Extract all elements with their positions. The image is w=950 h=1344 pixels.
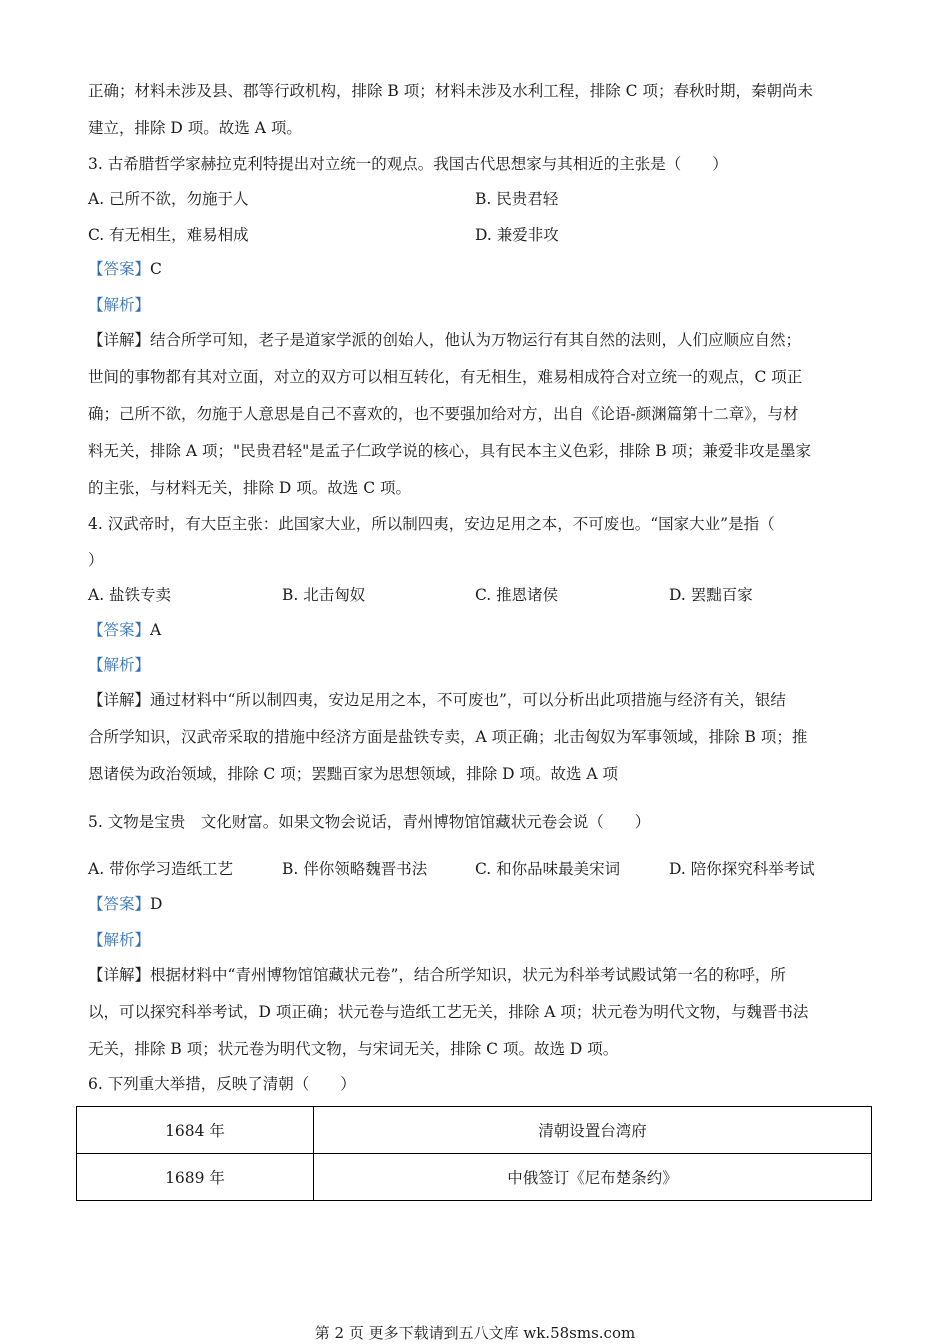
q4-option-a: A. 盐铁专卖 <box>88 586 172 604</box>
q3-detail-line <box>88 329 801 351</box>
q4-detail-line <box>88 689 786 711</box>
q4-answer <box>88 619 161 641</box>
detail-text: 通过材料中“所以制四夷，安边足用之本，不可废也”，可以分析出此项措施与经济有关，银结 <box>150 691 786 709</box>
q4-detail-line: 合所学知识，汉武帝采取的措施中经济方面是盐铁专卖，A 项正确；北击匈奴为军事领域，排除 B 项；推 <box>88 728 808 746</box>
question-6: 6. 下列重大举措，反映了清朝（ ） <box>88 1075 356 1093</box>
detail-tag: 【详解】 <box>88 331 151 349</box>
q3-detail-line: 料无关，排除 A 项；"民贵君轻"是孟子仁政学说的核心，具有民本主义色彩，排除 B 项；兼爱非攻是墨家 <box>88 442 812 460</box>
answer-value: C <box>150 260 162 278</box>
text-line: 建立，排除 D 项。故选 A 项。 <box>88 119 302 137</box>
q4-option-d: D. 罢黜百家 <box>669 586 753 604</box>
text-line: 正确；材料未涉及县、郡等行政机构，排除 B 项；材料未涉及水利工程，排除 C 项；春秋时期，秦朝尚未 <box>88 82 813 100</box>
q3-answer <box>88 258 162 280</box>
table-cell-event: 清朝设置台湾府 <box>314 1107 872 1154</box>
q5-detail-line: 无关，排除 B 项；状元卷为明代文物，与宋词无关，排除 C 项。故选 D 项。 <box>88 1040 619 1058</box>
q3-detail-line: 的主张，与材料无关，排除 D 项。故选 C 项。 <box>88 479 411 497</box>
table-cell-event: 中俄签订《尼布楚条约》 <box>314 1154 872 1201</box>
q3-detail-line: 世间的事物都有其对立面，对立的双方可以相互转化，有无相生，难易相成符合对立统一的观点，C 项正 <box>88 368 803 386</box>
q5-detail-line: 以，可以探究科举考试，D 项正确；状元卷与造纸工艺无关，排除 A 项；状元卷为明代文物，与魏晋书法 <box>88 1003 809 1021</box>
answer-value: D <box>150 895 163 913</box>
question-4: 4. 汉武帝时，有大臣主张：此国家大业，所以制四夷，安边足用之本，不可废也。“国家大业”是指（ <box>88 515 775 533</box>
table-row <box>77 1107 872 1154</box>
answer-tag: 【答案】 <box>88 895 151 913</box>
table-row <box>77 1154 872 1201</box>
table-cell-year: 1684 年 <box>77 1107 314 1154</box>
q3-analysis-tag: 【解析】 <box>88 296 151 314</box>
q4-option-b: B. 北击匈奴 <box>282 586 366 604</box>
table-cell-year: 1689 年 <box>77 1154 314 1201</box>
q3-detail-line: 确；己所不欲，勿施于人意思是自己不喜欢的，也不要强加给对方，出自《论语-颜渊篇第十二章》，与材 <box>88 405 799 423</box>
answer-value: A <box>150 621 162 639</box>
question-4-cont: ） <box>88 551 104 569</box>
q3-option-b: B. 民贵君轻 <box>475 190 559 208</box>
q5-option-b: B. 伴你领略魏晋书法 <box>282 860 428 878</box>
q5-answer <box>88 893 162 915</box>
q5-analysis-tag: 【解析】 <box>88 931 151 949</box>
q5-option-a: A. 带你学习造纸工艺 <box>88 860 234 878</box>
q3-option-a: A. 己所不欲，勿施于人 <box>88 190 249 208</box>
q4-option-c: C. 推恩诸侯 <box>475 586 559 604</box>
q5-option-d: D. 陪你探究科举考试 <box>669 860 815 878</box>
q5-option-c: C. 和你品味最美宋词 <box>475 860 621 878</box>
detail-tag: 【详解】 <box>88 691 151 709</box>
q3-option-c: C. 有无相生，难易相成 <box>88 226 249 244</box>
detail-tag: 【详解】 <box>88 966 151 984</box>
answer-tag: 【答案】 <box>88 260 151 278</box>
detail-text: 根据材料中“青州博物馆馆藏状元卷”，结合所学知识，状元为科举考试殿试第一名的称呼，所 <box>150 966 786 984</box>
answer-tag: 【答案】 <box>88 621 151 639</box>
q6-table <box>76 1106 872 1201</box>
q4-analysis-tag: 【解析】 <box>88 656 151 674</box>
page-footer: 第 2 页 更多下载请到五八文库 wk.58sms.com <box>314 1324 636 1342</box>
question-3: 3. 古希腊哲学家赫拉克利特提出对立统一的观点。我国古代思想家与其相近的主张是（ ） <box>88 155 728 173</box>
q3-option-d: D. 兼爱非攻 <box>475 226 559 244</box>
q5-detail-line <box>88 964 786 986</box>
question-5: 5. 文物是宝贵 文化财富。如果文物会说话，青州博物馆馆藏状元卷会说（ ） <box>88 813 651 831</box>
detail-text: 结合所学可知，老子是道家学派的创始人，他认为万物运行有其自然的法则，人们应顺应自然； <box>150 331 802 349</box>
q4-detail-line: 恩诸侯为政治领域，排除 C 项；罢黜百家为思想领域，排除 D 项。故选 A 项 <box>88 765 619 783</box>
